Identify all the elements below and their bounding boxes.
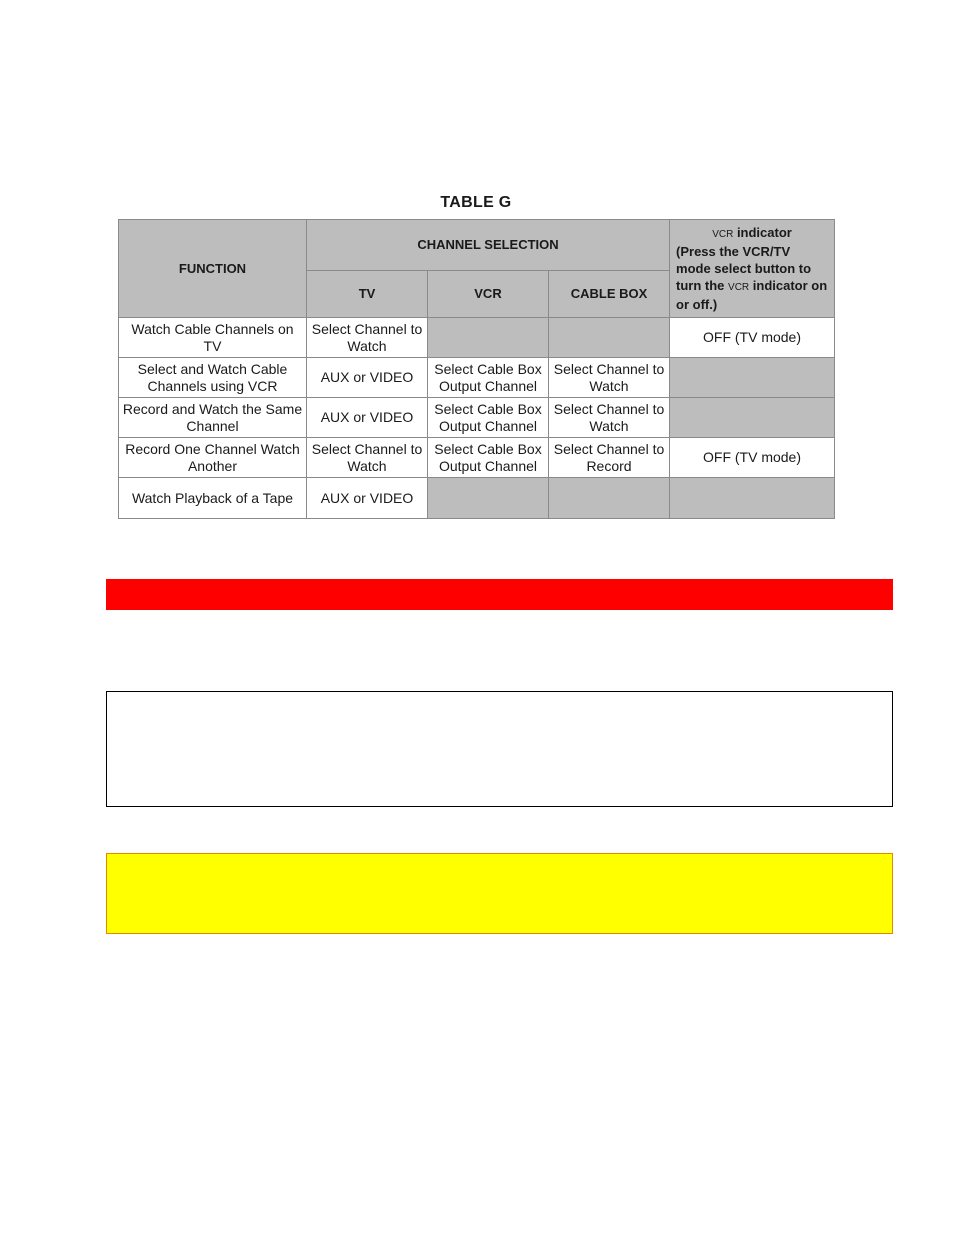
cell-tv: Select Channel to Watch [307,318,428,358]
cell-vcr: Select Cable Box Output Channel [428,398,549,438]
cell-cable-box: Select Channel to Watch [549,398,670,438]
header-vcr: VCR [428,270,549,317]
table-row [119,398,835,438]
table-title: TABLE G [440,194,512,211]
header-function: FUNCTION [119,220,307,318]
indicator-note-b: indicator on or off.) [676,278,828,312]
cell-cable-box [549,478,670,519]
header-channel-selection: CHANNEL SELECTION [307,220,670,271]
indicator-vcr-label: VCR [712,229,734,240]
cell-function: Select and Watch Cable Channels using VCR [119,358,307,398]
header-vcr-indicator [670,220,835,318]
cell-cable-box: Select Channel to Watch [549,358,670,398]
header-tv: TV [307,270,428,317]
cell-function: Record One Channel Watch Another [119,438,307,478]
cell-cable-box [549,318,670,358]
indicator-note-a: (Press the VCR/TV mode select button to turn the [676,244,812,293]
tip-box [106,853,893,934]
cell-vcr [428,318,549,358]
table-row [119,318,835,358]
header-cable-box: CABLE BOX [549,270,670,317]
indicator-note-vcr-label: VCR [728,282,750,293]
section-banner [106,579,893,610]
cell-tv: AUX or VIDEO [307,478,428,519]
cell-indicator [670,478,835,519]
indicator-title: indicator [736,225,792,240]
table-row [119,358,835,398]
channel-selection-table [118,219,835,519]
cell-tv: Select Channel to Watch [307,438,428,478]
table-row [119,438,835,478]
cell-function: Record and Watch the Same Channel [119,398,307,438]
cell-tv: AUX or VIDEO [307,398,428,438]
cell-function: Watch Cable Channels on TV [119,318,307,358]
cell-cable-box: Select Channel to Record [549,438,670,478]
table-row [119,478,835,519]
cell-vcr: Select Cable Box Output Channel [428,358,549,398]
cell-indicator: OFF (TV mode) [670,438,835,478]
cell-vcr [428,478,549,519]
cell-indicator [670,398,835,438]
cell-indicator: OFF (TV mode) [670,318,835,358]
cell-tv: AUX or VIDEO [307,358,428,398]
note-box [106,691,893,807]
cell-function: Watch Playback of a Tape [119,478,307,519]
cell-vcr: Select Cable Box Output Channel [428,438,549,478]
cell-indicator [670,358,835,398]
